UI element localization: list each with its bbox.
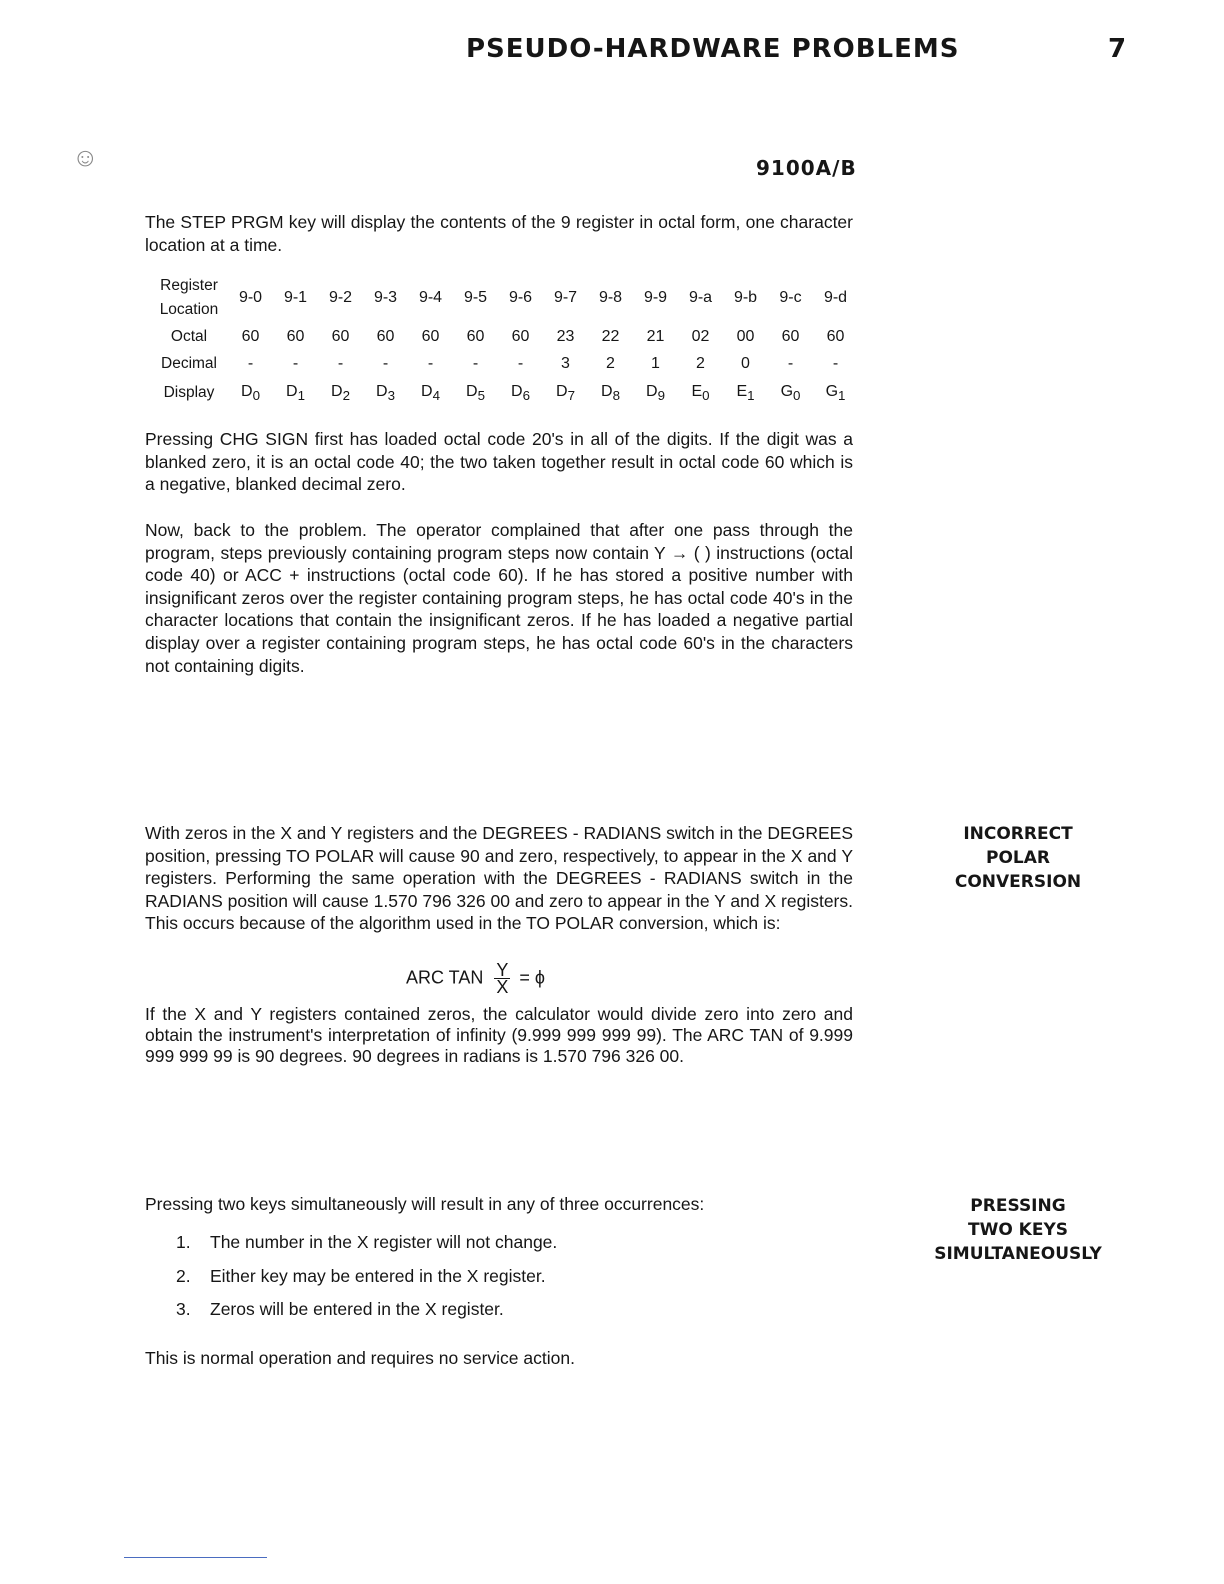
cell: - bbox=[427, 355, 434, 372]
smudge-mark-icon: ☺ bbox=[72, 142, 99, 172]
table-row-location bbox=[150, 274, 858, 322]
cell: 60 bbox=[826, 328, 845, 345]
table-row-octal bbox=[150, 322, 858, 352]
infinity-paragraph: If the X and Y registers contained zeros, the calculator would divide zero into zero and obtain the instrument's interpretation of infinity (9.999 999 999 99). The ARC TAN of 9.999 999 999 99 is 90 degrees. 90 degrees in radians is 1.570 796 326 00. bbox=[145, 1004, 853, 1066]
arctan-formula: ARC TAN $\frac{Y}{X}$ = ϕ bbox=[406, 960, 545, 997]
cell: $D_2$ bbox=[331, 382, 350, 404]
cell: 02 bbox=[691, 328, 710, 345]
cell: 9-a bbox=[688, 289, 713, 306]
cell: 2 bbox=[606, 355, 615, 372]
cell: $D_0$ bbox=[241, 382, 260, 404]
cell: 9-6 bbox=[508, 289, 533, 306]
intro-paragraph: The STEP PRGM key will display the contents of the 9 register in octal form, one character location at a time. bbox=[145, 212, 853, 255]
cell: - bbox=[787, 355, 794, 372]
problem-paragraph: Now, back to the problem. The operator complained that after one pass through the program, steps previously containing program steps now contain Y → ( ) instructions (octal code 40) or ACC + instructions (octal code 60). If he has stored a positive number with insignificant zeros over the register containing program steps, he has octal code 40's in the character locations that contain the insignificant zeros. If he has loaded a negative partial display over a register containing program steps, he has octal code 60's in the characters not containing digits. bbox=[145, 520, 853, 676]
cell: 60 bbox=[781, 328, 800, 345]
cell: - bbox=[292, 355, 299, 372]
cell: 9-7 bbox=[553, 289, 578, 306]
cell: - bbox=[247, 355, 254, 372]
fraction: $\frac{Y}{X}$ bbox=[496, 960, 509, 997]
occurrence-list bbox=[176, 1232, 557, 1333]
cell: $G_1$ bbox=[825, 382, 846, 404]
cell: - bbox=[382, 355, 389, 372]
cell: 60 bbox=[421, 328, 440, 345]
cell: $D_5$ bbox=[466, 382, 485, 404]
table-row-decimal bbox=[150, 352, 858, 376]
cell: 9-5 bbox=[463, 289, 488, 306]
cell: 00 bbox=[736, 328, 755, 345]
cell: - bbox=[517, 355, 524, 372]
cell: $E_1$ bbox=[736, 382, 755, 404]
cell: $D_7$ bbox=[556, 382, 575, 404]
cell: 9-0 bbox=[238, 289, 263, 306]
row-label-octal: Octal bbox=[170, 328, 208, 345]
row-label-decimal: Decimal bbox=[161, 355, 217, 372]
cell: 9-c bbox=[779, 289, 802, 306]
cell: 9-4 bbox=[418, 289, 443, 306]
list-item: 3. Zeros will be entered in the X register. bbox=[176, 1299, 504, 1319]
cell: $D_1$ bbox=[286, 382, 305, 404]
cell: 60 bbox=[331, 328, 350, 345]
cell: $D_4$ bbox=[421, 382, 440, 404]
polar-paragraph: With zeros in the X and Y registers and the DEGREES - RADIANS switch in the DEGREES position, pressing TO POLAR will cause 90 and zero, respectively, to appear in the X and Y registers. Performing the same operation with the DEGREES - RADIANS switch in the RADIANS position will cause 1.570 796 326 00 and zero to appear in the Y and X registers. This occurs because of the algorithm used in the TO POLAR conversion, which is: bbox=[145, 823, 853, 934]
cell: $D_6$ bbox=[511, 382, 530, 404]
cell: 2 bbox=[696, 355, 705, 372]
keys-intro: Pressing two keys simultaneously will result in any of three occurrences: bbox=[145, 1194, 705, 1214]
cell: 21 bbox=[646, 328, 665, 345]
cell: $E_0$ bbox=[691, 382, 710, 404]
cell: 9-3 bbox=[373, 289, 398, 306]
model-label: 9100A/B bbox=[756, 156, 857, 180]
cell: 3 bbox=[561, 355, 570, 372]
list-item: 1. The number in the X register will not change. bbox=[176, 1232, 558, 1252]
cell: $D_9$ bbox=[646, 382, 665, 404]
polar-section-heading: INCORRECT POLAR CONVERSION bbox=[954, 824, 1082, 892]
cell: 1 bbox=[651, 355, 660, 372]
page-number: 7 bbox=[1108, 34, 1127, 64]
cell: $D_8$ bbox=[601, 382, 620, 404]
row-label-display: Display bbox=[163, 384, 215, 401]
footer-rule bbox=[124, 1557, 267, 1558]
register-table bbox=[150, 274, 858, 410]
cell: 9-b bbox=[733, 289, 758, 306]
table-row-display bbox=[150, 376, 858, 410]
cell: 60 bbox=[376, 328, 395, 345]
closing-paragraph: This is normal operation and requires no service action. bbox=[145, 1348, 575, 1368]
cell: 22 bbox=[601, 328, 620, 345]
keys-section-heading: PRESSING TWO KEYS SIMULTANEOUSLY bbox=[934, 1196, 1102, 1264]
cell: 60 bbox=[511, 328, 530, 345]
cell: 9-2 bbox=[328, 289, 353, 306]
cell: 9-1 bbox=[283, 289, 308, 306]
cell: - bbox=[337, 355, 344, 372]
cell: $D_3$ bbox=[376, 382, 395, 404]
cell: 60 bbox=[241, 328, 260, 345]
chg-sign-paragraph: Pressing CHG SIGN first has loaded octal code 20's in all of the digits. If the digit was a blanked zero, it is an octal code 40; the two taken together result in octal code 60 which is a negative, blanked decimal zero. bbox=[145, 429, 853, 495]
cell: 9-8 bbox=[598, 289, 623, 306]
row-label-location: Register Location bbox=[159, 277, 219, 318]
cell: - bbox=[472, 355, 479, 372]
page-title: PSEUDO-HARDWARE PROBLEMS bbox=[466, 34, 960, 64]
cell: 23 bbox=[556, 328, 575, 345]
cell: 9-9 bbox=[643, 289, 668, 306]
cell: 60 bbox=[466, 328, 485, 345]
cell: 9-d bbox=[823, 289, 848, 306]
list-item: 2. Either key may be entered in the X register. bbox=[176, 1265, 546, 1286]
cell: 60 bbox=[286, 328, 305, 345]
cell: - bbox=[832, 355, 839, 372]
cell: 0 bbox=[741, 355, 750, 372]
cell: $G_0$ bbox=[780, 382, 801, 404]
